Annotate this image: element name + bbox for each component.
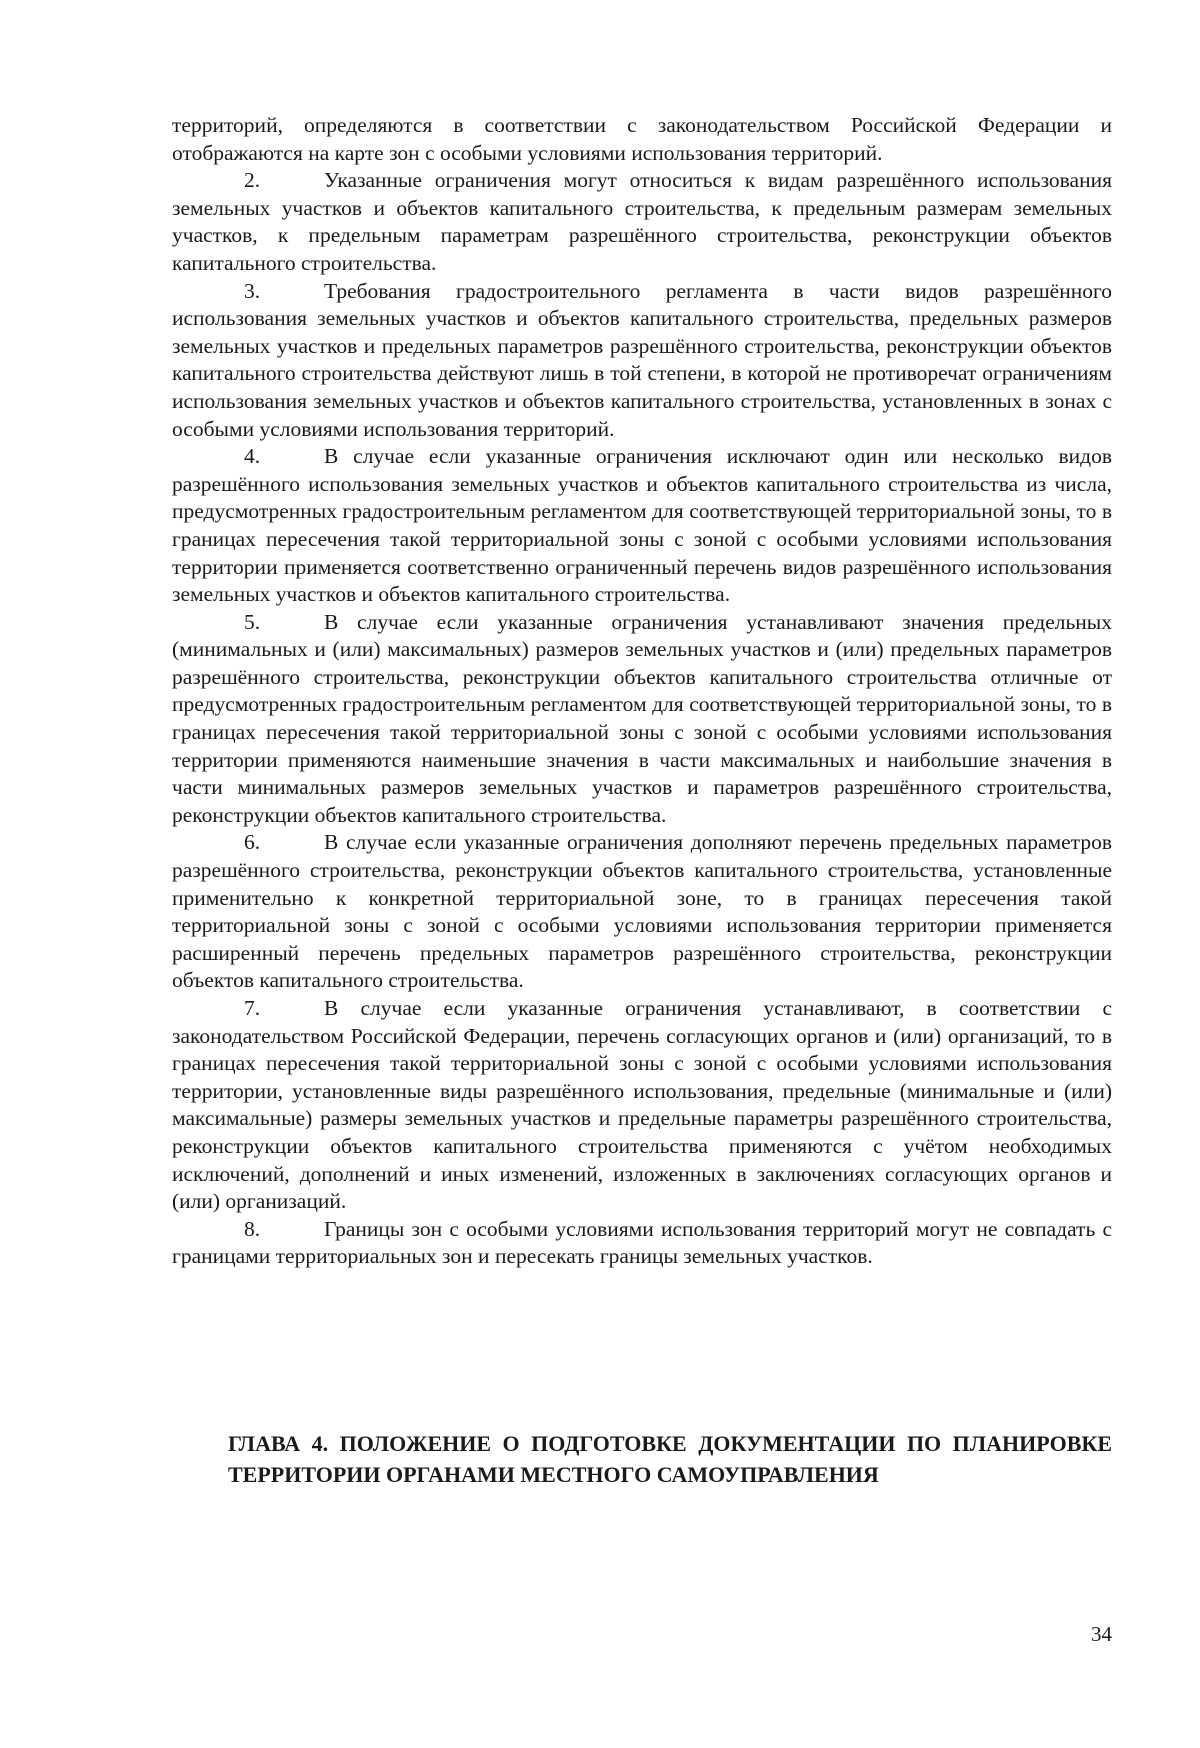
paragraph-item-7 — [172, 995, 1112, 1216]
paragraph-item-2 — [172, 167, 1112, 277]
document-body — [172, 112, 1112, 1271]
item-text: В случае если указанные ограничения исключают один или несколько видов разрешённого использования земельных участков и объектов капитального строительства из числа, предусмотренных градостроительным регламентом для соответствующей территориальной зоны, то в границах пересечения такой территориальной зоны с зоной с особыми условиями использования территории применяется соответственно ограниченный перечень видов разрешённого использования земельных участков и объектов капитального строительства. — [172, 444, 1112, 607]
paragraph-item-8 — [172, 1216, 1112, 1271]
item-text: Требования градостроительного регламента в части видов разрешённого использования земельных участков и объектов капитального строительства, предельных размеров земельных участков и предельных параметров разрешённого строительства, реконструкции объектов капитального строительства действуют лишь в той степени, в которой не противоречат ограничениям использования земельных участков и объектов капитального строительства, установленных в зонах с особыми условиями использования территорий. — [172, 278, 1112, 441]
item-text: Указанные ограничения могут относиться к видам разрешённого использования земельных участков и объектов капитального строительства, к предельным размерам земельных участков, к предельным параметрам разрешённого строительства, реконструкции объектов капитального строительства. — [172, 168, 1112, 275]
paragraph-item-4 — [172, 443, 1112, 609]
paragraph-item-5 — [172, 609, 1112, 830]
chapter-heading: ГЛАВА 4. ПОЛОЖЕНИЕ О ПОДГОТОВКЕ ДОКУМЕНТАЦИИ ПО ПЛАНИРОВКЕ ТЕРРИТОРИИ ОРГАНАМИ МЕСТНОГО САМОУПРАВЛЕНИЯ — [228, 1431, 1112, 1487]
item-text: В случае если указанные ограничения дополняют перечень предельных параметров разрешённого строительства, реконструкции объектов капитального строительства, установленные применительно к конкретной территориальной зоне, то в границах пересечения такой территориальной зоны с зоной с особыми условиями использования территории применяется расширенный перечень предельных параметров разрешённого строительства, реконструкции объектов капитального строительства. — [172, 830, 1112, 993]
paragraph-item-6 — [172, 829, 1112, 995]
item-number: 4. — [244, 444, 261, 469]
paragraph-item-3 — [172, 278, 1112, 444]
page-number: 34 — [1091, 1622, 1112, 1646]
item-text: В случае если указанные ограничения устанавливают значения предельных (минимальных и (или) максимальных) размеров земельных участков и (или) предельных параметров разрешённого строительства, реконструкции объектов капитального строительства отличные от предусмотренных градостроительным регламентом для соответствующей территориальной зоны, то в границах пересечения такой территориальной зоны с зоной с особыми условиями использования территории применяются наименьшие значения в части максимальных и наибольшие значения в части минимальных размеров земельных участков и параметров разрешённого строительства, реконструкции объектов капитального строительства. — [172, 609, 1112, 827]
item-number: 2. — [244, 168, 261, 193]
item-number: 7. — [244, 996, 261, 1020]
item-number: 5. — [244, 609, 261, 634]
item-number: 8. — [244, 1216, 261, 1241]
intro-paragraph: территорий, определяются в соответствии с законодательством Российской Федерации и отображаются на карте зон с особыми условиями использования территорий. — [172, 113, 1112, 165]
item-number: 6. — [244, 830, 261, 855]
item-text: Границы зон с особыми условиями использования территорий могут не совпадать с границами территориальных зон и пересекать границы земельных участков. — [172, 1216, 1112, 1269]
item-number: 3. — [244, 278, 261, 303]
item-text: В случае если указанные ограничения устанавливают, в соответствии с законодательством Российской Федерации, перечень согласующих органов и (или) организаций, то в границах пересечения такой территориальной зоны с зоной с особыми условиями использования территории, установленные виды разрешённого использования, предельные (минимальные и (или) максимальные) размеры земельных участков и предельные параметры разрешённого строительства, реконструкции объектов капитального строительства применяются с учётом необходимых исключений, дополнений и иных изменений, изложенных в заключениях согласующих органов и (или) организаций. — [172, 996, 1112, 1214]
